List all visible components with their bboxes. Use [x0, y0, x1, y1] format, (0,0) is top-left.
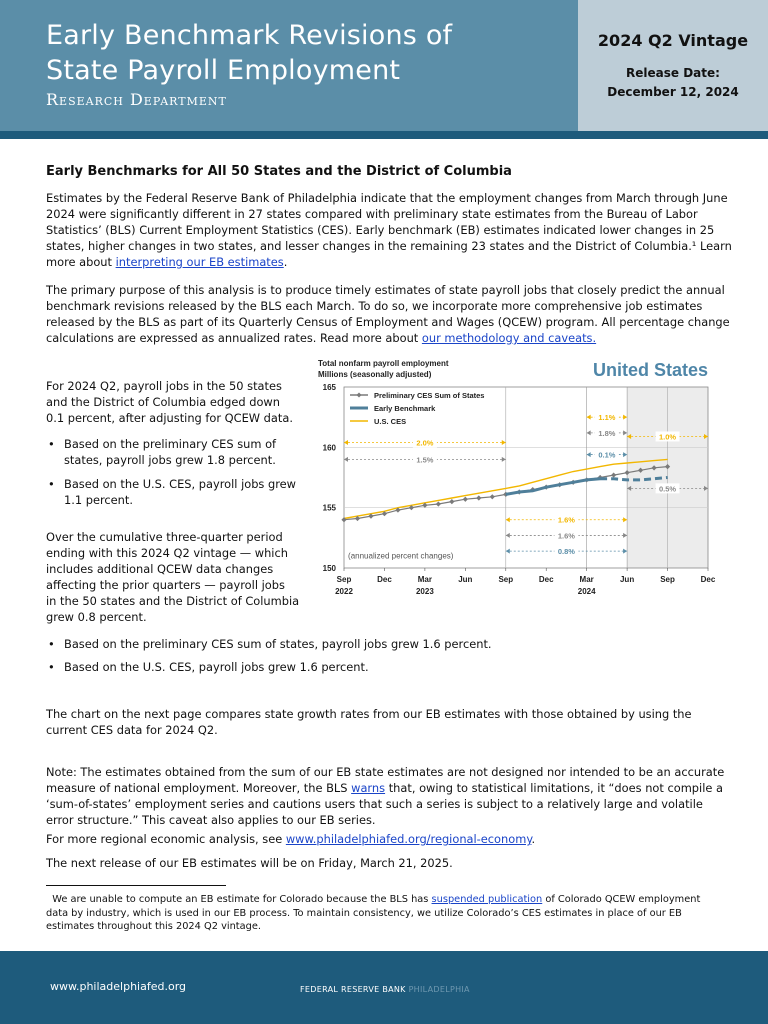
department-label: Research Department	[46, 90, 227, 109]
text-line: estimates throughout this 2024 Q2 vintage.	[46, 921, 262, 932]
year-label: 2023	[415, 587, 434, 596]
x-tick-label: Dec	[377, 575, 392, 584]
text-line: in the 50 states and the District of Columbia	[46, 594, 300, 608]
text-line: ending with this 2024 Q2 vintage — which	[46, 546, 288, 560]
y-tick-label: 155	[322, 503, 336, 513]
bullet-cumulative-prelim: • Based on the preliminary CES sum of states, payroll jobs grew 1.6 percent.	[48, 637, 492, 651]
annotation-label: 0.8%	[557, 547, 575, 557]
year-label: 2022	[335, 587, 353, 596]
text-line: 0.1 percent, after adjusting for QCEW data.	[46, 411, 293, 425]
next-page-paragraph	[46, 706, 736, 738]
text-line: calculations are expressed as annualized rates. Read more about our methodology and caveats.	[46, 331, 597, 345]
text-line: measure of national employment. Moreover, the BLS warns that, owing to statistical limitations, it “does not compile a	[46, 781, 723, 795]
annotation-label: 1.5%	[416, 455, 434, 465]
bullet-dot: •	[48, 477, 55, 491]
header-band	[0, 131, 768, 139]
text-line: 1.1 percent.	[64, 493, 133, 507]
annotation-label: 0.5%	[659, 484, 677, 494]
year-label: 2024	[577, 587, 596, 596]
purpose-paragraph	[46, 282, 736, 346]
footnote	[46, 893, 736, 934]
annotation-label: 1.0%	[659, 432, 677, 442]
chart-ylabel-line1: Total nonfarm payroll employment	[318, 359, 449, 368]
employment-chart	[300, 354, 720, 606]
text-line: Note: The estimates obtained from the sum of our EB state estimates are not designed nor intended to be an accurate	[46, 765, 725, 779]
x-tick-label: Dec	[700, 575, 716, 584]
bullet-dot: •	[48, 637, 55, 651]
x-tick-label: Mar	[417, 575, 433, 584]
annotation-label: 1.1%	[598, 413, 616, 423]
report-title-line2: State Payroll Employment	[46, 55, 401, 86]
footer	[0, 951, 768, 1024]
text-line: The chart on the next page compares state growth rates from our EB estimates with those obtained by using the	[46, 707, 692, 721]
release-date-value: December 12, 2024	[607, 85, 739, 99]
methodology-link[interactable]: our methodology and caveats.	[421, 331, 597, 345]
legend-label: Early Benchmark	[374, 404, 436, 413]
footer-url[interactable]: www.philadelphiafed.org	[50, 980, 187, 993]
report-title-line1: Early Benchmark Revisions of	[46, 20, 453, 51]
text-line: Estimates by the Federal Reserve Bank of Philadelphia indicate that the employment changes from March through June	[46, 191, 728, 205]
suspended-publication-link[interactable]: suspended publication	[431, 894, 543, 905]
bullet-us-ces	[48, 476, 298, 510]
text-line: more about interpreting our EB estimates.	[46, 255, 288, 269]
text-line: current CES data for 2024 Q2.	[46, 723, 218, 737]
text-line: benchmark revisions released by the BLS each March. To do so, we incorporate more comprehensive job estimates	[46, 299, 703, 313]
bullet-dot: •	[48, 660, 55, 674]
regional-paragraph: For more regional economic analysis, see www.philadelphiafed.org/regional-economy.	[46, 832, 536, 846]
release-date-label: Release Date:	[626, 66, 720, 80]
annotation-label: 1.6%	[557, 531, 575, 541]
note-paragraph	[46, 764, 736, 828]
text-line: states, higher changes in two states, and lesser changes in the remaining 23 states and the District of Columbia.¹ Learn	[46, 239, 732, 253]
intro-paragraph	[46, 190, 736, 270]
x-tick-label: Dec	[538, 575, 554, 584]
vintage-label: 2024 Q2 Vintage	[597, 31, 749, 50]
x-tick-label: Jun	[619, 575, 635, 584]
text-line: 2024 were significantly different in 27 states compared with preliminary state estimates from the Bureau of Labor	[46, 207, 698, 221]
legend-label: Preliminary CES Sum of States	[374, 391, 485, 400]
section-heading: Early Benchmarks for All 50 States and the District of Columbia	[46, 164, 512, 179]
footnote-divider	[46, 885, 226, 886]
annotation-label: 1.8%	[598, 428, 616, 438]
text-line: Statistics’ (BLS) Current Employment Statistics (CES). Early benchmark (EB) estimates indicated lower changes in 25	[46, 223, 715, 237]
x-tick-label: Sep	[336, 575, 352, 584]
x-tick-label: Jun	[458, 575, 473, 584]
text-line: data by industry, which is used in our EB process. To maintain consistency, we utilize Colorado’s CES estimates in place of our EB	[46, 907, 682, 919]
text-line: grew 0.8 percent.	[46, 610, 147, 624]
y-tick-label: 160	[322, 443, 336, 453]
text-line: includes additional QCEW data changes	[46, 562, 274, 576]
x-tick-label: Mar	[579, 575, 594, 584]
annotation-label: 2.0%	[416, 438, 434, 448]
text-line: error structure.” This caveat also applies to our EB series.	[46, 813, 376, 827]
annotation-note: (annualized percent changes)	[348, 551, 454, 561]
annotation-label: 1.6%	[557, 515, 575, 525]
y-tick-label: 150	[322, 564, 336, 573]
legend-label: U.S. CES	[374, 417, 407, 426]
bls-warns-link[interactable]: warns	[351, 781, 386, 795]
y-tick-label: 165	[322, 383, 336, 392]
chart-ylabel-line2: Millions (seasonally adjusted)	[318, 370, 432, 379]
footer-bank-logo: FEDERAL RESERVE BANK PHILADELPHIA	[300, 985, 470, 994]
interpreting-estimates-link[interactable]: interpreting our EB estimates	[115, 255, 284, 269]
text-line: affecting the prior quarters — payroll jobs	[46, 578, 285, 592]
annotation-label: 0.1%	[598, 450, 616, 460]
bullet-prelim-ces	[48, 436, 298, 470]
cumulative-paragraph	[46, 529, 306, 625]
next-release-paragraph: The next release of our EB estimates will be on Friday, March 21, 2025.	[46, 856, 453, 870]
text-line: We are unable to compute an EB estimate for Colorado because the BLS has suspended publication of Colorado QCEW employment	[52, 894, 701, 905]
text-line: Over the cumulative three-quarter period	[46, 530, 283, 544]
bullet-dot: •	[48, 437, 55, 451]
chart-title: United States	[592, 360, 708, 380]
text-line: Based on the preliminary CES sum of	[64, 437, 277, 451]
x-tick-label: Sep	[660, 575, 675, 584]
text-line: ‘sum-of-states’ employment series and cautions users that such a series is subject to a relatively large and volatile	[46, 797, 703, 811]
bullet-cumulative-us: • Based on the U.S. CES, payroll jobs grew 1.6 percent.	[48, 660, 369, 674]
header-banner	[0, 0, 768, 131]
text-line: and the District of Columbia edged down	[46, 395, 280, 409]
text-line: released by the BLS as part of its Quarterly Census of Employment and Wages (QCEW) program. All percentage change	[46, 315, 730, 329]
x-tick-label: Sep	[498, 575, 514, 584]
text-line: Based on the U.S. CES, payroll jobs grew	[64, 477, 296, 491]
text-line: states, payroll jobs grew 1.8 percent.	[64, 453, 276, 467]
text-line: For 2024 Q2, payroll jobs in the 50 states	[46, 379, 282, 393]
text-line: The primary purpose of this analysis is to produce timely estimates of state payroll jobs that closely predict the annual	[46, 283, 725, 297]
q2-summary-paragraph	[46, 378, 306, 426]
regional-economy-link[interactable]: www.philadelphiafed.org/regional-economy	[285, 832, 532, 846]
